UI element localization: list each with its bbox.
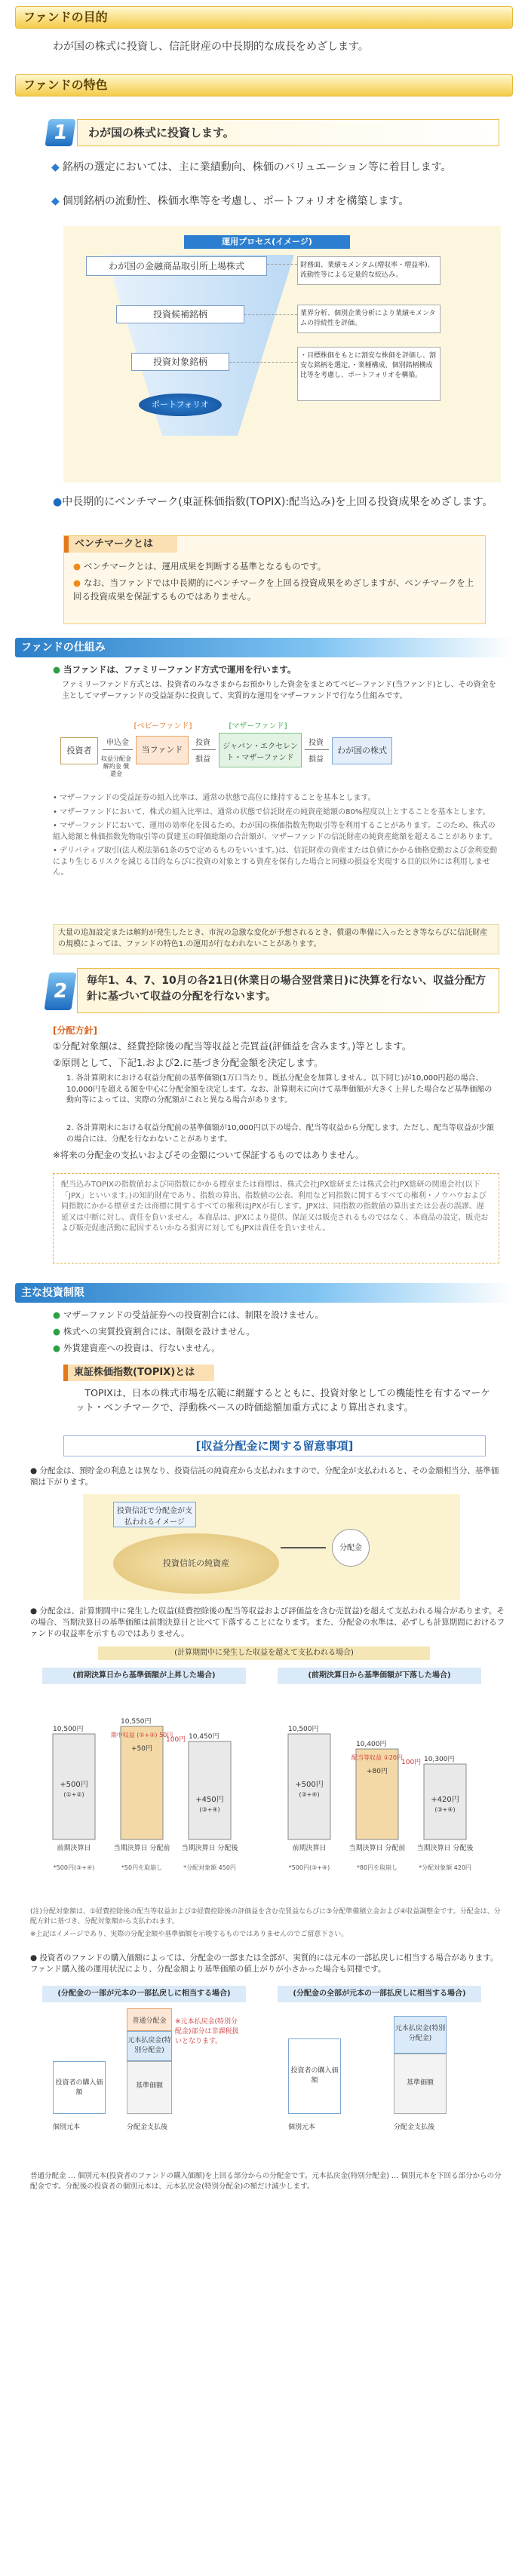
topix-title: 東証株価指数(TOPIX)とは [63, 1365, 214, 1381]
label-after-inc-1: +420円 [431, 1796, 459, 1804]
label-over-desc-1: 配当等収益 ①20円 [351, 1754, 403, 1761]
label-before-1: 10,500円 [288, 1726, 319, 1733]
feature-number-1: 1 [45, 119, 75, 146]
case3-nav: 基準価額 [127, 2061, 172, 2114]
arrow-label-a5: 投資 [309, 739, 324, 747]
label-inc-1: +500円 [295, 1781, 324, 1789]
case4-nav: 基準価額 [394, 2054, 447, 2114]
label-inc-0: +500円 [60, 1781, 88, 1789]
mechanism-note-1: • マザーファンドの受益証券の組入比率は、通常の状態で高位に維持することを基本とします。 [53, 794, 376, 802]
dist-footnote-3: 普通分配金 … 個別元本(投資者のファンドの購入価額)を上回る部分からの分配金です。元本払戻金(特別分配金) … 個別元本を下回る部分からの分配金です。分配後の投資者の個別元本は、元本払戻金(特別分配金)の額だけ減少します。 [30, 2172, 502, 2191]
bar-1-1 [356, 1749, 398, 1839]
process-note-1: 財務面、業績モメンタム(増収率・増益率)、流動性等による定量的な絞込み。 [297, 256, 441, 285]
limit-1: ● マザーファンドの受益証券への投資割合には、制限を設けません。 [53, 1309, 498, 1322]
target-box: わが国の株式 [332, 737, 392, 764]
bar-0-2 [189, 1741, 231, 1839]
process-step-2: 投資候補銘柄 [116, 305, 244, 323]
limit-2: ● 株式への実質投資割合には、制限を設けません。 [53, 1325, 498, 1339]
dist-bar-charts [38, 1689, 490, 1900]
connector-3 [229, 362, 297, 363]
arrow-line-1 [103, 749, 133, 750]
case3-basis: 個別元本 [53, 2124, 81, 2131]
purpose-text: わが国の株式に投資し、信託財産の中長期的な成長をめざします。 [53, 41, 369, 53]
bar-category-0-2: 当期決算日 分配後 [181, 1845, 238, 1852]
feature-number-2: 2 [44, 973, 76, 1010]
benchmark-bullet-1: ● ベンチマークとは、運用成果を判断する基準となるものです。 [73, 560, 480, 574]
dist-footnote-2: ※上記はイメージであり、実際の分配金額や基準価額を示唆するものではありませんのでご留意下さい。 [30, 1931, 348, 1938]
bar-sub-1-1: *80円を取崩し [356, 1864, 398, 1871]
label-div-1: 100円 [401, 1759, 422, 1766]
policy-title: [分配方針] [53, 1025, 97, 1036]
dist-chart-caption: (計算期間中に発生した収益を超えて支払われる場合) [98, 1646, 430, 1660]
case3-note: ※元本払戻金(特別分配金)部分は非課税扱いとなります。 [175, 2018, 239, 2045]
process-note-2: 業界分析、個別企業分析により業績モメンタムの持続性を評価。 [297, 305, 441, 333]
policy-3: ※将来の分配金の支払いおよびその金額について保証するものではありません。 [53, 1150, 364, 1160]
label-over-desc-0: 期中収益 (①+②) 50円 [110, 1732, 173, 1738]
feature2-heading: 毎年1、4、7、10月の各21日(休業日の場合翌営業日)に決算を行ない、収益分配方針に基づいて収益の分配を行ないます。 [77, 968, 499, 1013]
feature1-heading: わが国の株式に投資します。 [77, 119, 499, 146]
case1-title: (前期決算日から基準価額が上昇した場合) [42, 1668, 246, 1684]
case4-div: 分配金支払後 [394, 2124, 435, 2131]
investor-box: 投資者 [60, 737, 98, 764]
limit-3: ● 外貨建資産への投資は、行ないません。 [53, 1342, 498, 1355]
case4-basis: 個別元本 [288, 2124, 316, 2131]
connector-1 [267, 264, 297, 265]
feature1-bullet-2: ◆ 個別銘柄の流動性、株価水準等を考慮し、ポートフォリオを構築します。 [51, 194, 504, 210]
arrow-line-2 [192, 749, 216, 750]
bar-sub-1-2: *分配対象額 420円 [419, 1864, 471, 1871]
label-div-0: 100円 [166, 1736, 186, 1744]
case3-refund: 元本払戻金(特別分配金) [127, 2031, 172, 2061]
label-after-sub-1: (③+④) [434, 1806, 456, 1813]
case4-title: (分配金の全部が元本の一部払戻しに相当する場合) [278, 1986, 481, 2002]
bar-sub-1-0: *500円(③+④) [288, 1864, 330, 1871]
section-header-features: ファンドの特色 [15, 74, 513, 96]
benchmark-line: ●中長期的にベンチマーク(東証株価指数(TOPIX):配当込み)を上回る投資成果をめざします。 [53, 496, 493, 508]
mechanism-lead: ● 当ファンドは、ファミリーファンド方式で運用を行います。 [53, 663, 498, 677]
case3-title: (分配金の一部が元本の一部払戻しに相当する場合) [42, 1986, 246, 2002]
mechanism-desc: ファミリーファンド方式とは、投資者のみなさまからお預かりした資金をまとめてベビーファンド(当ファンド)とし、その資金を主としてマザーファンドの受益証券に投資して、実質的な運用をマザーファンドで行なう仕組みです。 [62, 681, 496, 700]
benchmark-bullet-2: ● なお、当ファンドでは中長期的にベンチマークを上回る投資成果をめざしますが、ベンチマークを上回る投資成果を保証するものではありません。 [73, 577, 480, 604]
bar-sub-0-0: *500円(③+④) [53, 1864, 95, 1871]
bar-sub-0-2: *分配対象額 450円 [183, 1864, 236, 1871]
label-before-0: 10,500円 [53, 1726, 84, 1733]
case4-diagram [281, 2008, 484, 2159]
arrow-label-a3: 投資 [195, 739, 210, 747]
process-diagram [63, 226, 501, 482]
mechanism-header: ファンドの仕組み [15, 638, 513, 657]
mechanism-risk-note: 大量の追加設定または解約が発生したとき、市況の急激な変化が予想されるとき、償還の準備に入ったとき等ならびに信託財産の規模によっては、ファンドの特色1.の運用が行なわれないことがあります。 [53, 924, 499, 954]
fund-label: [ベビーファンド] [134, 722, 192, 731]
case3-buy: 投資者の購入価額 [53, 2061, 106, 2114]
dist-image-title: 投資信託で分配金が支払われるイメージ [113, 1502, 196, 1527]
mechanism-notes [53, 793, 499, 879]
dist-footnote-1: (注)分配対象額は、①経費控除後の配当等収益および②経費控除後の評価益を含む売買益ならびに③分配準備積立金および④収益調整金です。分配金は、分配方針に基づき、分配対象額から支払われます。 [30, 1908, 501, 1926]
mechanism-diagram [60, 716, 498, 784]
connector-2 [244, 314, 297, 315]
dist-note-1: ● 分配金は、預貯金の利息とは異なり、投資信託の純資産から支払われますので、分配金が支払われると、その金額相当分、基準価額は下がります。 [30, 1466, 499, 1487]
process-step-4: ポートフォリオ [139, 394, 222, 416]
label-after-1: 10,300円 [424, 1756, 455, 1763]
mechanism-note-2: • マザーファンドにおいて、株式の組入比率は、通常の状態で信託財産の純資産総額の80%程度以上とすることを基本とします。 [53, 807, 490, 816]
benchmark-box [63, 535, 486, 624]
label-peak-1: 10,400円 [356, 1741, 387, 1748]
label-after-0: 10,450円 [189, 1733, 219, 1741]
feature1-bullet-1: ◆ 銘柄の選定においては、主に業績動向、株価のバリュエーション等に着目します。 [51, 160, 504, 176]
label-inc-sub-0: (①+②) [63, 1791, 84, 1798]
mother-label: [マザーファンド] [229, 722, 287, 731]
fund-box: 当ファンド [136, 736, 189, 764]
dist-image-arrow [281, 1547, 326, 1548]
mechanism-note-4: • デリバティブ取引(法人税法第61条の5で定めるものをいいます。)は、信託財産の資産または負債にかかる価格変動および金利変動により生じるリスクを減じる目的ならびに投資の対象とする資産を保有した場合と同様の損益を実現する目的以外には利用しません。 [53, 847, 498, 877]
dist-note-3: ● 投資者のファンドの購入価額によっては、分配金の一部または全部が、実質的には元本の一部払戻しに相当する場合があります。ファンド購入後の運用状況により、分配金額より基準価額の値上がりが小さかった場合も同様です。 [30, 1953, 499, 1974]
benchmark-box-title: ベンチマークとは [64, 536, 177, 553]
mother-box: ジャパン・エクセレント・マザーファンド [219, 733, 302, 767]
process-step-3: 投資対象銘柄 [131, 353, 229, 371]
case3-ordinary: 普通分配金 [127, 2008, 172, 2031]
limits-header: 主な投資制限 [15, 1283, 513, 1303]
bar-0-1 [121, 1726, 163, 1839]
topix-body: TOPIXは、日本の株式市場を広範に網羅するとともに、投資対象としての機能性を有するマーケット・ベンチマークで、浮動株ベースの時価総額加重方式により算出されます。 [75, 1387, 490, 1414]
case4-refund: 元本払戻金(特別分配金) [394, 2016, 447, 2054]
dist-note-2: ● 分配金は、計算期間中に発生した収益(経費控除後の配当等収益および評価益を含む売買益)を超えて支払われる場合があります。その場合、当期決算日の基準価額は前期決算日と比べて下落することになります。また、分配金の水準は、必ずしも計算期間におけるファンドの収益率を示すものではありません。 [30, 1607, 505, 1639]
bar-category-1-0: 前期決算日 [292, 1845, 327, 1852]
bar-sub-0-1: *50円を取崩し [121, 1864, 163, 1871]
case3-div: 分配金支払後 [127, 2124, 168, 2131]
label-after-sub-0: (③+④) [199, 1806, 220, 1813]
process-note-3: ・目標株価をもとに割安な株価を評価し、割安な銘柄を選定。・業種構成、個別銘柄構成比等を考慮し、ポートフォリオを構築。 [297, 347, 441, 401]
section-header-purpose: ファンドの目的 [15, 6, 513, 29]
case4-buy: 投資者の購入価額 [288, 2038, 341, 2114]
bar-category-0-0: 前期決算日 [57, 1845, 91, 1852]
arrow-label-a6: 損益 [309, 755, 324, 764]
dist-image [83, 1494, 460, 1600]
mechanism-note-3: • マザーファンドにおいて、運用の効率化を図るため、わが国の株価指数先物取引等を利用することがあります。このため、株式の組入総額と株価指数先物取引等の買建玉の時価総額の合計額が、マザーファンドの信託財産の純資産総額を超えることがあります。 [53, 822, 497, 841]
topix-disclaimer: 配当込みTOPIXの指数値および同指数にかかる標章または商標は、株式会社JPX総研または株式会社JPX総研の関連会社(以下「JPX」といいます。)の知的財産であり、指数の算出、指数値の公表、利用など同指数に関するすべての権利・ノウハウおよび同指数にかかる標章または商標に関するすべての権利はJPXが有します。JPXは、同指数の指数値の算出または公表の誤謬、遅延又は中断に対し、責任を負いません。本商品は、JPXにより提供、保証又は販売されるものではなく、本商品の設定、販売および販売促進活動に起因するいかなる損害に対してもJPXは責任を負いません。 [53, 1173, 499, 1263]
dist-image-nav: 投資信託の純資産 [113, 1533, 279, 1594]
bar-category-1-1: 当期決算日 分配前 [348, 1845, 406, 1852]
label-peak-0: 10,550円 [121, 1718, 152, 1726]
case2-title: (前期決算日から基準価額が下落した場合) [278, 1668, 481, 1684]
arrow-label-a2: 収益分配金 解約金 償還金 [101, 755, 131, 777]
label-after-inc-0: +450円 [195, 1796, 224, 1804]
arrow-label-a1: 申込金 [106, 739, 129, 747]
process-title: 運用プロセス(イメージ) [184, 235, 350, 249]
arrow-label-a4: 損益 [195, 755, 210, 764]
arrow-line-3 [305, 749, 329, 750]
bar-category-0-1: 当期決算日 分配前 [113, 1845, 170, 1852]
policy-2b: 2. 各計算期末における収益分配前の基準価額が10,000円以下の場合、配当等収益から分配します。ただし、配当等収益が少額の場合には、分配を行なわないことがあります。 [66, 1124, 494, 1144]
label-inc-sub-1: (③+④) [299, 1791, 320, 1798]
dist-image-div: 分配金 [332, 1529, 370, 1567]
label-over-0: +50円 [131, 1745, 152, 1753]
policy-2: ②原則として、下記1.および2.に基づき分配金額を決定します。 [53, 1057, 324, 1068]
dist-title: [収益分配金に関する留意事項] [63, 1435, 486, 1456]
process-step-1: わが国の金融商品取引所上場株式 [86, 256, 267, 276]
case3-diagram [45, 2008, 249, 2159]
bar-category-1-2: 当期決算日 分配後 [416, 1845, 474, 1852]
label-over-1: +80円 [367, 1768, 388, 1775]
policy-1: ①分配対象額は、経費控除後の配当等収益と売買益(評価益を含みます。)等とします。 [53, 1040, 412, 1052]
policy-2a: 1. 各計算期末における収益分配前の基準価額(1万口当たり。既払分配金を加算しません。以下同じ)が10,000円超の場合、10,000円を超える額を中心に分配金額を決定します。なお、計算期末に向けて基準価額が大きく上昇した場合など基準価額の動向等によっては、実際の分配額がこれと異なる場合があります。 [66, 1074, 493, 1104]
